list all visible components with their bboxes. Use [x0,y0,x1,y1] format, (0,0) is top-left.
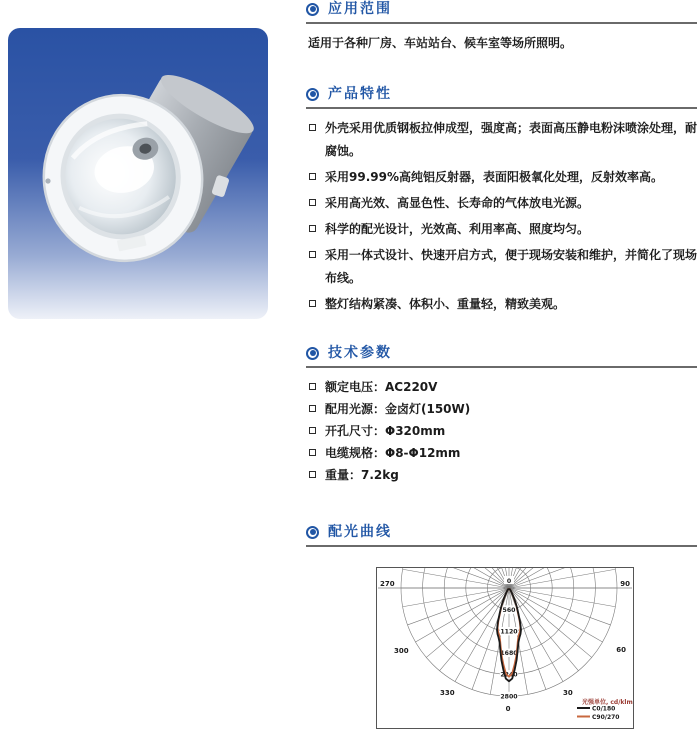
spec-item [306,420,697,442]
svg-text:270: 270 [380,580,395,588]
feature-list [306,117,697,316]
square-bullet-icon [309,449,316,456]
ring-screw [45,178,50,183]
square-bullet-icon [309,383,316,390]
svg-text:300: 300 [394,647,409,655]
spec-item [306,464,697,486]
square-bullet-icon [309,124,316,131]
spec-text: 电缆规格：Φ8-Φ12mm [325,446,461,460]
square-bullet-icon [309,427,316,434]
section-ring-icon [306,88,319,101]
feature-item [306,218,697,241]
feature-text: 外壳采用优质钢板拉伸成型，强度高；表面高压静电粉沫喷涂处理，耐腐蚀。 [325,121,698,158]
specs-header [306,345,697,368]
light-distribution-chart [376,567,634,729]
section-specs [306,345,697,486]
feature-text: 整灯结构紧凑、体积小、重量轻，精致美观。 [325,297,566,311]
svg-text:2240: 2240 [500,671,518,679]
feature-text: 采用99.99%高纯铝反射器，表面阳极氧化处理，反射效率高。 [325,170,663,184]
section-ring-icon [306,526,319,539]
spec-item [306,376,697,398]
svg-text:330: 330 [440,689,455,697]
square-bullet-icon [309,300,316,307]
square-bullet-icon [309,471,316,478]
svg-text:1120: 1120 [500,628,518,636]
square-bullet-icon [309,173,316,180]
svg-text:30: 30 [563,689,573,697]
application-text: 适用于各种厂房、车站站台、候车室等场所照明。 [308,36,573,50]
spec-text: 配用光源：金卤灯(150W) [325,402,471,416]
section-application [306,1,697,53]
feature-item [306,166,697,189]
spec-item [306,442,697,464]
spec-text: 重量：7.2kg [325,468,399,482]
product-photo [8,28,268,319]
square-bullet-icon [309,405,316,412]
feature-item [306,293,697,316]
feature-item [306,192,697,215]
svg-text:光强单位, cd/klm: 光强单位, cd/klm [582,699,633,706]
feature-text: 采用高光效、高显色性、长寿命的气体放电光源。 [325,196,590,210]
specs-title: 技术参数 [328,345,392,361]
spec-text: 开孔尺寸：Φ320mm [325,424,446,438]
application-header [306,1,697,24]
svg-text:0: 0 [506,578,512,585]
section-features [306,86,697,319]
feature-text: 采用一体式设计、快速开启方式，便于现场安装和维护，并简化了现场布线。 [325,248,698,285]
svg-text:90: 90 [620,580,630,588]
svg-text:60: 60 [616,646,626,654]
square-bullet-icon [309,251,316,258]
application-title: 应用范围 [328,1,392,17]
svg-text:1680: 1680 [500,650,518,658]
section-ring-icon [306,3,319,16]
section-curve [306,524,697,547]
feature-item [306,117,697,163]
features-header [306,86,697,109]
svg-text:0: 0 [505,705,511,713]
svg-text:C90/270: C90/270 [592,713,620,721]
spec-list [306,376,697,486]
square-bullet-icon [309,225,316,232]
spec-text: 额定电压：AC220V [325,380,438,394]
square-bullet-icon [309,199,316,206]
feature-text: 科学的配光设计，光效高、利用率高、照度均匀。 [325,222,590,236]
section-ring-icon [306,347,319,360]
curve-header [306,524,697,547]
curve-title: 配光曲线 [328,524,392,540]
svg-text:C0/180: C0/180 [592,705,616,713]
feature-item [306,244,697,290]
svg-text:2800: 2800 [500,693,518,701]
features-title: 产品特性 [328,86,392,102]
svg-text:560: 560 [502,606,516,614]
spec-item [306,398,697,420]
